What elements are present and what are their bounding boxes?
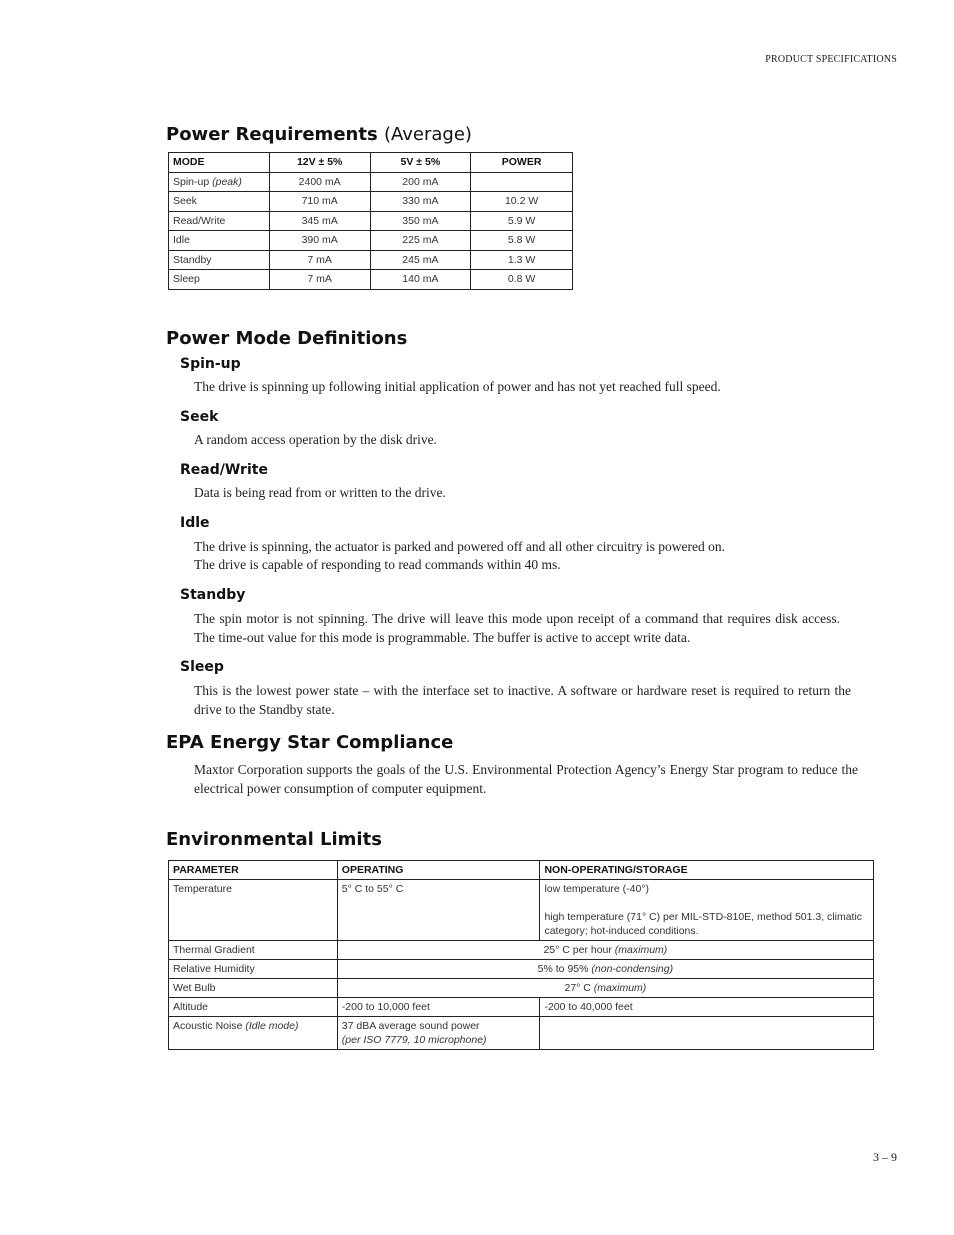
environmental-limits-title: Environmental Limits	[166, 829, 382, 850]
table-row	[169, 231, 573, 251]
power-cell: 10.2 W	[471, 192, 573, 212]
column-header: POWER	[471, 153, 573, 173]
epa-text: Maxtor Corporation supports the goals of the U.S. Environmental Protection Agency’s Energy Star program to reduce the electrical power consumption of computer equipment.	[194, 762, 858, 796]
column-header: 5V ± 5%	[370, 153, 471, 173]
running-head: PRODUCT SPECIFICATIONS	[765, 54, 897, 65]
parameter-cell: Wet Bulb	[169, 979, 338, 998]
read-write-heading: Read/Write	[180, 462, 268, 478]
table-row	[169, 880, 874, 941]
mode-cell: Sleep	[169, 270, 270, 290]
v12-cell: 345 mA	[269, 211, 370, 231]
mode-name: Spin-up	[173, 175, 210, 188]
power-requirements-title	[166, 124, 472, 145]
v12-cell: 390 mA	[269, 231, 370, 251]
read-write-text: Data is being read from or written to the drive.	[194, 485, 446, 500]
table-row	[169, 192, 573, 212]
table-header-row	[169, 861, 874, 880]
operating-cell: -200 to 10,000 feet	[337, 998, 540, 1017]
sleep-heading: Sleep	[180, 659, 224, 675]
v5-cell: 140 mA	[370, 270, 471, 290]
table-row	[169, 211, 573, 231]
table-row	[169, 941, 874, 960]
nonop-cell	[540, 1017, 874, 1050]
mode-cell: Read/Write	[169, 211, 270, 231]
v5-cell: 225 mA	[370, 231, 471, 251]
table-row	[169, 270, 573, 290]
epa-title: EPA Energy Star Compliance	[166, 732, 454, 753]
power-cell: 5.8 W	[471, 231, 573, 251]
table-row	[169, 1017, 874, 1050]
table-header-row	[169, 153, 573, 173]
column-header: MODE	[169, 153, 270, 173]
standby-heading: Standby	[180, 587, 246, 603]
value-note: (maximum)	[593, 982, 647, 994]
value-note: (maximum)	[614, 944, 668, 956]
column-header: NON-OPERATING/STORAGE	[540, 861, 874, 880]
standby-text: The spin motor is not spinning. The drive will leave this mode upon receipt of a command that requires disk access. The time-out value for this mode is programmable. The buffer is active to accept write data.	[194, 611, 840, 645]
operating-cell: 5° C to 55° C	[337, 880, 540, 941]
spin-up-heading: Spin-up	[180, 356, 241, 372]
power-cell: 0.8 W	[471, 270, 573, 290]
nonop-line: low temperature (-40°)	[544, 883, 650, 895]
value-note: (non-condensing)	[591, 963, 674, 975]
mode-cell: Seek	[169, 192, 270, 212]
power-requirements-title-text: Power Requirements	[166, 124, 378, 145]
v5-cell: 330 mA	[370, 192, 471, 212]
parameter-cell: Relative Humidity	[169, 960, 338, 979]
value-cell	[337, 960, 873, 979]
column-header: 12V ± 5%	[269, 153, 370, 173]
table-row	[169, 960, 874, 979]
page-number: 3 – 9	[873, 1150, 897, 1164]
seek-text: A random access operation by the disk drive.	[194, 432, 437, 447]
table-row	[169, 172, 573, 192]
idle-heading: Idle	[180, 515, 210, 531]
value-cell	[337, 941, 873, 960]
seek-heading: Seek	[180, 409, 219, 425]
nonop-line: high temperature (71° C) per MIL-STD-810E, method 501.3, climatic category; hot-induced conditions.	[544, 911, 863, 937]
sleep-text: This is the lowest power state – with the interface set to inactive. A software or hardware reset is required to return the drive to the Standby state.	[194, 683, 851, 717]
column-header: PARAMETER	[169, 861, 338, 880]
value-text: 25° C per hour	[543, 944, 612, 956]
v5-cell: 245 mA	[370, 250, 471, 270]
v5-cell: 200 mA	[370, 172, 471, 192]
v5-cell: 350 mA	[370, 211, 471, 231]
power-cell	[471, 172, 573, 192]
power-cell: 1.3 W	[471, 250, 573, 270]
parameter-cell: Thermal Gradient	[169, 941, 338, 960]
value-text: 27° C	[564, 982, 591, 994]
power-cell: 5.9 W	[471, 211, 573, 231]
column-header: OPERATING	[337, 861, 540, 880]
spin-up-text: The drive is spinning up following initial application of power and has not yet reached full speed.	[194, 379, 721, 394]
power-mode-definitions-title: Power Mode Definitions	[166, 328, 408, 349]
value-text: 5% to 95%	[537, 963, 589, 975]
table-row	[169, 979, 874, 998]
spacer	[544, 896, 869, 910]
v12-cell: 7 mA	[269, 250, 370, 270]
v12-cell: 2400 mA	[269, 172, 370, 192]
operating-line: 37 dBA average sound power	[341, 1020, 480, 1032]
mode-cell: Standby	[169, 250, 270, 270]
environmental-limits-table	[168, 860, 874, 1050]
parameter-note: (Idle mode)	[245, 1020, 299, 1032]
parameter-cell: Temperature	[169, 880, 338, 941]
mode-note: (peak)	[212, 175, 242, 188]
operating-cell	[337, 1017, 540, 1050]
parameter-cell	[169, 1017, 338, 1050]
table-row	[169, 998, 874, 1017]
power-requirements-table	[168, 152, 573, 290]
idle-text: The drive is spinning, the actuator is parked and powered off and all other circuitry is powered on.	[194, 539, 725, 554]
value-cell	[337, 979, 873, 998]
mode-cell: Idle	[169, 231, 270, 251]
idle-text-2: The drive is capable of responding to read commands within 40 ms.	[194, 557, 561, 572]
mode-cell	[169, 172, 270, 192]
table-row	[169, 250, 573, 270]
v12-cell: 710 mA	[269, 192, 370, 212]
operating-note: (per ISO 7779, 10 microphone)	[341, 1034, 487, 1046]
nonop-cell: -200 to 40,000 feet	[540, 998, 874, 1017]
parameter-text: Acoustic Noise	[173, 1020, 243, 1032]
v12-cell: 7 mA	[269, 270, 370, 290]
parameter-cell: Altitude	[169, 998, 338, 1017]
nonop-cell	[540, 880, 874, 941]
power-requirements-title-suffix: (Average)	[383, 124, 472, 145]
